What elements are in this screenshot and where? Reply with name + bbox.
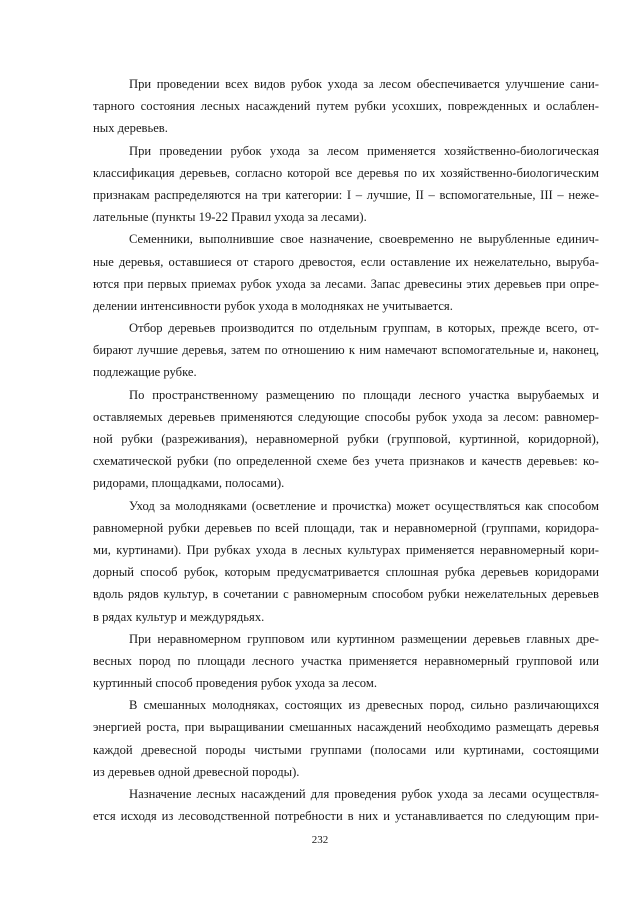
body-text [93, 73, 599, 827]
text-line: схематической рубки (по определенной схеме без учета признаков и качеств деревьев: ко- [93, 454, 599, 469]
paragraph-first-line: При проведении рубок ухода за лесом применяется хозяйственно-биологическая [129, 143, 599, 158]
text-line: лательные (пункты 19-22 Правил ухода за лесами). [93, 210, 367, 225]
text-line: ных деревьев. [93, 121, 168, 136]
paragraph-first-line: Семенники, выполнившие свое назначение, своевременно не вырубленные единич- [129, 232, 599, 247]
page-number: 232 [311, 834, 329, 846]
text-line: бирают лучшие деревья, затем по отношению к ним намечают вспомогательные и, наконец, [93, 343, 599, 358]
paragraph-first-line: По пространственному размещению по площади лесного участка вырубаемых и [129, 387, 599, 402]
text-line: признакам распределяются на три категории: I – лучшие, II – вспомогательные, III – неже- [93, 187, 599, 202]
paragraph-first-line: При неравномерном групповом или куртинном размещении деревьев главных дре- [129, 631, 599, 646]
text-line: вдоль рядов культур, в сочетании с равномерным способом рубки нежелательных деревьев [93, 587, 599, 602]
text-line: тарного состояния лесных насаждений путем рубки усохших, поврежденных и ослаблен- [93, 99, 599, 114]
text-line: подлежащие рубке. [93, 365, 197, 380]
text-line: весных пород по площади лесного участка применяется неравномерный групповой или [93, 653, 599, 668]
text-line: ются при первых приемах рубок ухода за лесами. Запас древесины этих деревьев при опре- [93, 276, 599, 291]
paragraph-first-line: В смешанных молодняках, состоящих из древесных пород, сильно различающихся [129, 698, 599, 713]
text-line: из деревьев одной древесной породы). [93, 764, 300, 779]
text-line: равномерной рубки деревьев по всей площади, так и неравномерной (группами, коридора- [93, 520, 599, 535]
text-line: делении интенсивности рубок ухода в молодняках не учитывается. [93, 298, 453, 313]
text-line: классификация деревьев, согласно которой все деревья по их хозяйственно-биологическим [93, 165, 599, 180]
text-line: каждой древесной породы чистыми группами (полосами или куртинами, состоящими [93, 742, 599, 757]
text-line: ные деревья, оставшиеся от старого древостоя, если оставление их нежелательно, выруба- [93, 254, 599, 269]
text-line: дорный способ рубок, которым предусматривается сплошная рубка деревьев коридорами [93, 565, 599, 580]
paragraph-first-line: Назначение лесных насаждений для проведения рубок ухода за лесами осуществля- [129, 787, 599, 801]
text-line: ется исходя из лесоводственной потребности в них и устанавливается по следующим при- [93, 809, 599, 824]
text-line: куртинный способ проведения рубок ухода за лесом. [93, 676, 377, 691]
text-line: в рядах культур и междурядьях. [93, 609, 265, 624]
text-line: энергией роста, при выращивании смешанных насаждений необходимо размещать деревья [93, 720, 599, 735]
paragraph-first-line: Уход за молодняками (осветление и прочистка) может осуществляться как способом [129, 498, 599, 513]
text-line: ридорами, площадками, полосами). [93, 476, 285, 491]
text-line: ми, куртинами). При рубках ухода в лесных культурах применяется неравномерный кори- [93, 542, 599, 557]
text-line: ной рубки (разреживания), неравномерной рубки (групповой, куртинной, коридорной), [93, 432, 599, 446]
paragraph-first-line: При проведении всех видов рубок ухода за лесом обеспечивается улучшение сани- [129, 77, 599, 91]
text-line: оставляемых деревьев применяются следующие способы рубок ухода за лесом: равномер- [93, 409, 599, 424]
paragraph-first-line: Отбор деревьев производится по отдельным группам, в которых, прежде всего, от- [129, 321, 599, 336]
